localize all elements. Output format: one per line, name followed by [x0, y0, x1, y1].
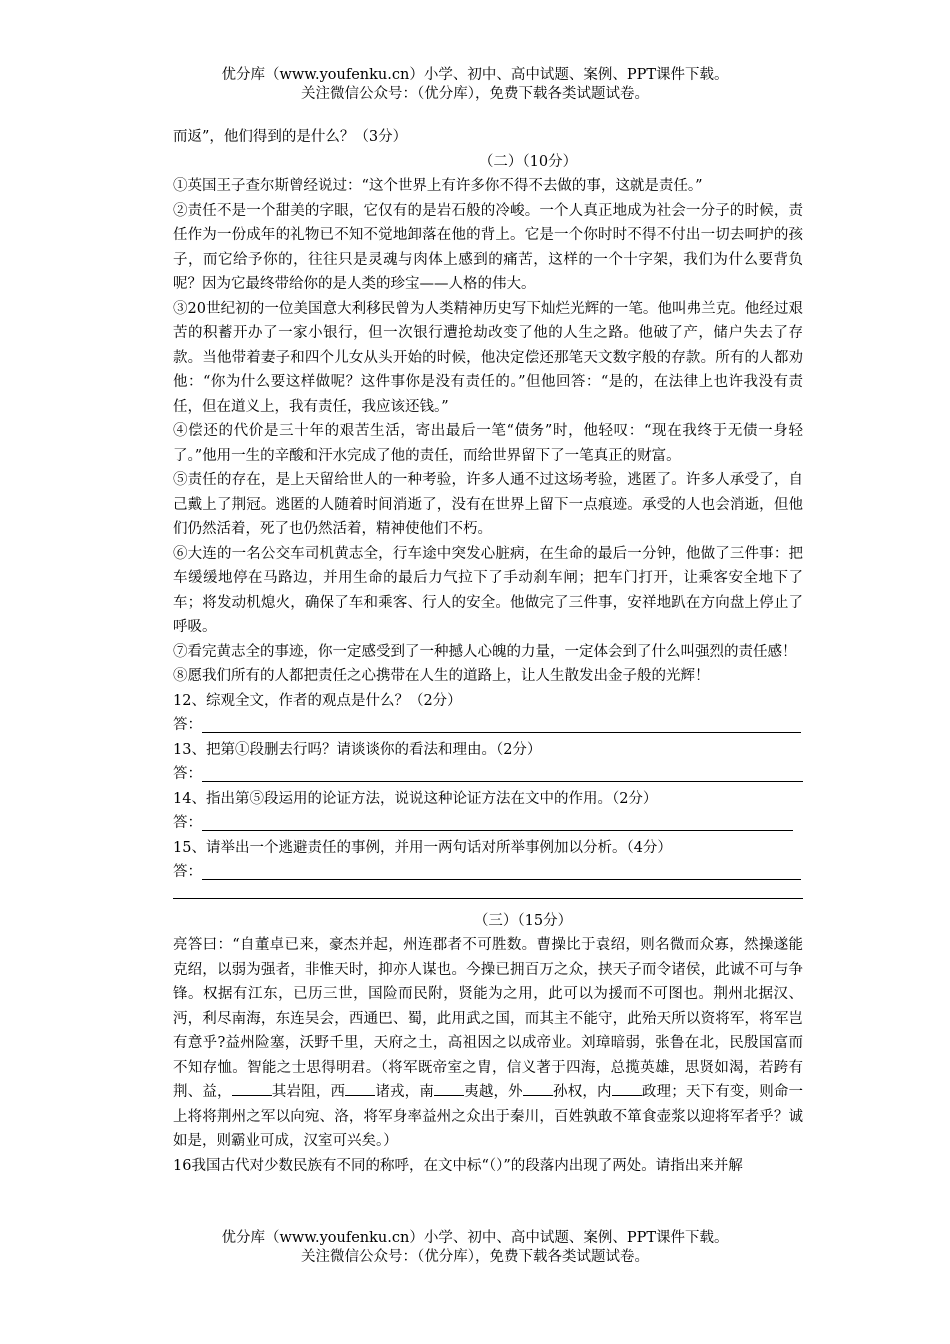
paragraph-3: ③20世纪初的一位美国意大利移民曾为人类精神历史写下灿烂光辉的一笔。他叫弗兰克。他经过艰苦的积蓄开办了一家小银行，但一次银行遭抢劫改变了他的人生之路。他破了产，储户失去了存款。当他带着妻子和四个儿女从头开始的时候，他决定偿还那笔天文数字般的存款。所有的人都劝他：“你为什么要这样做呢？这件事你是没有责任的。”但他回答：“是的，在法律上也许我没有责任，但在道义上，我有责任，我应该还钱。”	[173, 300, 803, 415]
answer-15[interactable]	[173, 860, 803, 885]
answer-line[interactable]	[202, 816, 793, 831]
passage-seg-4: 孙权，内	[552, 1084, 612, 1100]
paragraph-7: ⑦看完黄志全的事迹，你一定感受到了一种撼人心魄的力量，一定体会到了什么叫强烈的责任感！	[173, 643, 797, 660]
paragraph-4: ④偿还的代价是三十年的艰苦生活，寄出最后一笔“债务”时，他轻叹：“现在我终于无债一身轻了。”他用一生的辛酸和汗水完成了他的责任，而给世界留下了一笔真正的财富。	[173, 423, 803, 464]
passage-part-a: 亮答曰：“自董卓已来，豪杰并起，州连郡者不可胜数。曹操比于袁绍，则名微而众寡，然操遂能克绍，以弱为强者，非惟天时，抑亦人谋也。今操已拥百万之众，挟天子而令诸侯，此诚不可与争锋。权据有江东，已历三世，国险而民附，贤能为之用，此可以为援而不可图也。荆州北据汉、沔，利尽南海，东连吴会，西通巴、蜀，此用武之国，而其主不能守，此殆天所以资将军，将军岂有意乎?益州险塞，沃野千里，天府之土，高祖因之以成帝业。刘璋暗弱，张鲁在北，民殷国富而不知存恤。智能之士思得明君。（将军既帝室之胄，信义著于四海，总揽英雄，思贤如渴，若跨有荆、益，	[173, 937, 803, 1100]
document-body	[173, 125, 803, 1178]
answer-label: 答：	[173, 717, 202, 733]
answer-label: 答：	[173, 766, 202, 782]
passage-seg-1: 其岩阻，西	[271, 1084, 346, 1100]
header-line-2: 关注微信公众号：（优分库），免费下载各类试题试卷。	[301, 86, 649, 102]
paragraph-8: ⑧愿我们所有的人都把责任之心携带在人生的道路上，让人生散发出金子般的光辉！	[173, 668, 710, 684]
fill-blank-5[interactable]	[612, 1081, 642, 1096]
answer-line[interactable]	[202, 865, 801, 880]
passage-seg-2: 诸戎，南	[375, 1084, 435, 1100]
section-2-title: （二）（10分）	[478, 153, 578, 170]
paragraph-5: ⑤责任的存在，是上天留给世人的一种考验，许多人通不过这场考验，逃匿了。许多人承受了，自己戴上了荆冠。逃匿的人随着时间消逝了，没有在世界上留下一点痕迹。承受的人也会消逝，但他们仍然活着，死了也仍然活着，精神使他们不朽。	[173, 472, 803, 537]
fill-blank-3[interactable]	[434, 1081, 464, 1096]
question-14: 14、指出第⑤段运用的论证方法，说说这种论证方法在文中的作用。（2分）	[173, 790, 658, 807]
section-3-title: （三）（15分）	[473, 912, 573, 929]
answer-label: 答：	[173, 815, 202, 831]
page-footer	[0, 1229, 950, 1267]
answer-line[interactable]	[202, 767, 803, 782]
carryover-line: 而返”，他们得到的是什么？（3分）	[173, 129, 408, 145]
passage-part-b: 政理；天下有变，则命一上将将荆州之军以向宛、洛，将军身率益州之众出于秦川，百姓孰敢不箪食壶浆以迎将军者乎？诚如是，则霸业可成，汉室可兴矣。）	[173, 1084, 804, 1149]
fill-blank-1[interactable]	[232, 1081, 272, 1096]
header-line-1: 优分库（www.youfenku.cn）小学、初中、高中试题、案例、PPT课件下载。	[221, 67, 729, 83]
answer-13[interactable]	[173, 762, 803, 787]
answer-12[interactable]	[173, 713, 803, 738]
classical-passage	[173, 933, 803, 1154]
question-12: 12、综观全文，作者的观点是什么？（2分）	[173, 692, 462, 709]
paragraph-1: ①英国王子查尔斯曾经说过：“这个世界上有许多你不得不去做的事，这就是责任。”	[173, 178, 703, 194]
page-header	[0, 66, 950, 104]
fill-blank-2[interactable]	[345, 1081, 375, 1096]
question-15: 15、请举出一个逃避责任的事例，并用一两句话对所举事例加以分析。（4分）	[173, 839, 672, 856]
question-13: 13、把第①段删去行吗？请谈谈你的看法和理由。（2分）	[173, 741, 542, 758]
answer-extra-line[interactable]	[173, 897, 803, 899]
answer-line[interactable]	[202, 718, 801, 733]
fill-blank-4[interactable]	[523, 1081, 553, 1096]
footer-line-2: 关注微信公众号：（优分库），免费下载各类试题试卷。	[301, 1249, 649, 1265]
answer-14[interactable]	[173, 811, 803, 836]
answer-label: 答：	[173, 864, 202, 880]
paragraph-2: ②责任不是一个甜美的字眼，它仅有的是岩石般的冷峻。一个人真正地成为社会一分子的时候，责任作为一份成年的礼物已不知不觉地卸落在他的背上。它是一个你时时不得不付出一切去呵护的孩子，而它给予你的，往往只是灵魂与肉体上感到的痛苦，这样的一个十字架，我们为什么要背负呢？因为它最终带给你的是人类的珍宝——人格的伟大。	[173, 202, 803, 292]
footer-line-1: 优分库（www.youfenku.cn）小学、初中、高中试题、案例、PPT课件下载。	[221, 1230, 729, 1246]
question-16: 16我国古代对少数民族有不同的称呼，在文中标“（）”的段落内出现了两处。请指出来并解	[173, 1157, 743, 1174]
passage-seg-3: 夷越，外	[464, 1084, 523, 1100]
paragraph-6: ⑥大连的一名公交车司机黄志全，行车途中突发心脏病，在生命的最后一分钟，他做了三件事：把车缓缓地停在马路边，并用生命的最后力气拉下了手动刹车闸；把车门打开，让乘客安全地下了车；将发动机熄火，确保了车和乘客、行人的安全。他做完了三件事，安祥地趴在方向盘上停止了呼吸。	[173, 545, 803, 635]
